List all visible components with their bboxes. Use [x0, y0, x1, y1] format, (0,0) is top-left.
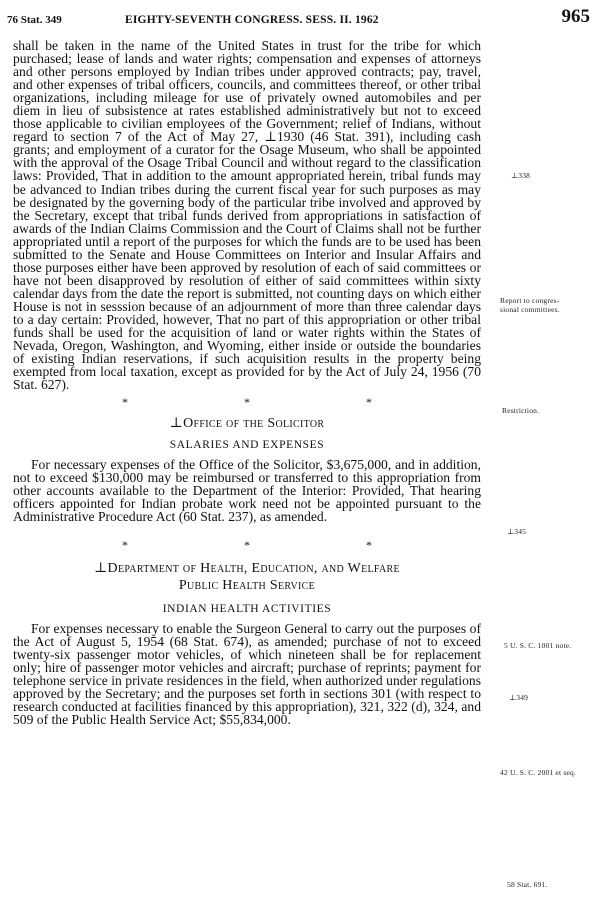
separator-star: *: [122, 537, 128, 552]
statute-reference: 76 Stat. 349: [7, 14, 62, 26]
margin-note-line: sional committees.: [500, 305, 560, 314]
paragraph-indian-health: For expenses necessary to enable the Surgeon General to carry out the purposes of the Act of August 5, 1954 (68 Stat. 674), as amended; purchase of not to exceed twenty-six passenger motor vehicles, of which nineteen shall be for replacement only; hire of passenger motor vehicles and aircraft; purchase of reprints; payment for telephone service in private residences in the field, when authorized under regulations approved by the Secretary; and the purposes set forth in sections 301 (with respect to research conducted at facilities financed by this appropriation), 321, 322 (d), 324, and 509 of the Public Health Service Act; $55,834,000.: [13, 620, 481, 727]
separator-star: *: [244, 537, 250, 552]
margin-note-restriction: Restriction.: [502, 406, 540, 415]
separator-star: *: [366, 537, 372, 552]
margin-note-usc-1001: 5 U. S. C. 1001 note.: [504, 641, 572, 650]
separator-star: *: [244, 395, 250, 410]
page-number: 965: [561, 6, 590, 27]
running-head: EIGHTY-SEVENTH CONGRESS. SESS. II. 1962: [125, 14, 379, 26]
section-separator: [122, 538, 372, 552]
section-title-hew: ⊥Department of Health, Education, and Welfare: [94, 560, 400, 576]
margin-note-report: [500, 296, 560, 314]
paragraph-tribal-funds: shall be taken in the name of the United States in trust for the tribe for which purchased; lease of lands and water rights; compensation and expenses of attorneys and other persons employed by Indian tribes under approved contracts; pay, travel, and other expenses of tribal officers, councils, and committees thereof, or other tribal organizations, including mileage for use of privately owned automobiles and per diem in lieu of subsistence at rates established administratively but not to exceed those applicable to civilian employees of the Government; relief of Indians, without regard to section 7 of the Act of May 27, ⊥1930 (46 Stat. 391), including cash grants; and employment of a curator for the Osage Museum, who shall be appointed with the approval of the Osage Tribal Council and without regard to the classification laws: Provided, That in addition to the amount appropriated herein, tribal funds may be advanced to Indian tribes during the current fiscal year for such purposes as may be designated by the governing body of the particular tribe involved and approved by the Secretary, except that tribal funds derived from appropriations in satisfaction of awards of the Indian Claims Commission and the Court of Claims shall not be further appropriated until a report of the purposes for which the funds are to be used has been submitted to the Senate and House Committees on Interior and Insular Affairs and those purposes either have been approved by resolution of each of said committees or have not been disapproved by resolution of either of said committees within sixty calendar days from the date the report is submitted, not counting days on which either House is not in sesssion because of an adjournment of more than three calendar days to a day certain: Provided, however, That no part of this appropriation or other tribal funds shall be used for the acquisition of land or water rights within the States of Nevada, Oregon, Washington, and Wyoming, either inside or outside the boundaries of existing Indian reservations, if such acquisition results in the property being exempted from local taxation, except as provided for by the Act of July 24, 1956 (70 Stat. 627).: [13, 38, 481, 393]
margin-note-338: ⊥338: [511, 171, 531, 180]
margin-note-line: Report to congres-: [500, 296, 560, 305]
subhead-indian-health: INDIAN HEALTH ACTIVITIES: [162, 602, 332, 615]
margin-note-349: ⊥349: [509, 693, 529, 702]
main-text-column: [13, 39, 481, 726]
section-subtitle-phs: Public Health Service: [178, 577, 316, 593]
margin-note-usc-2001: 42 U. S. C. 2001 et seq.: [500, 768, 577, 777]
separator-star: *: [122, 395, 128, 410]
page-header: [7, 6, 590, 32]
paragraph-solicitor: For necessary expenses of the Office of the Solicitor, $3,675,000, and in addition, not to exceed $130,000 may be reimbursed or transferred to this appropriation from other accounts available to the Department of the Interior: Provided, That hearing officers appointed for Indian probate work need not be appointed pursuant to the Administrative Procedure Act (60 Stat. 237), as amended.: [13, 457, 481, 525]
separator-star: *: [366, 395, 372, 410]
margin-note-345: ⊥345: [507, 527, 527, 536]
section-title-solicitor: ⊥Office of the Solicitor: [169, 416, 325, 432]
subhead-salaries: SALARIES AND EXPENSES: [169, 439, 325, 452]
section-separator: [122, 395, 372, 409]
margin-note-58-stat: 58 Stat. 691.: [507, 880, 548, 889]
